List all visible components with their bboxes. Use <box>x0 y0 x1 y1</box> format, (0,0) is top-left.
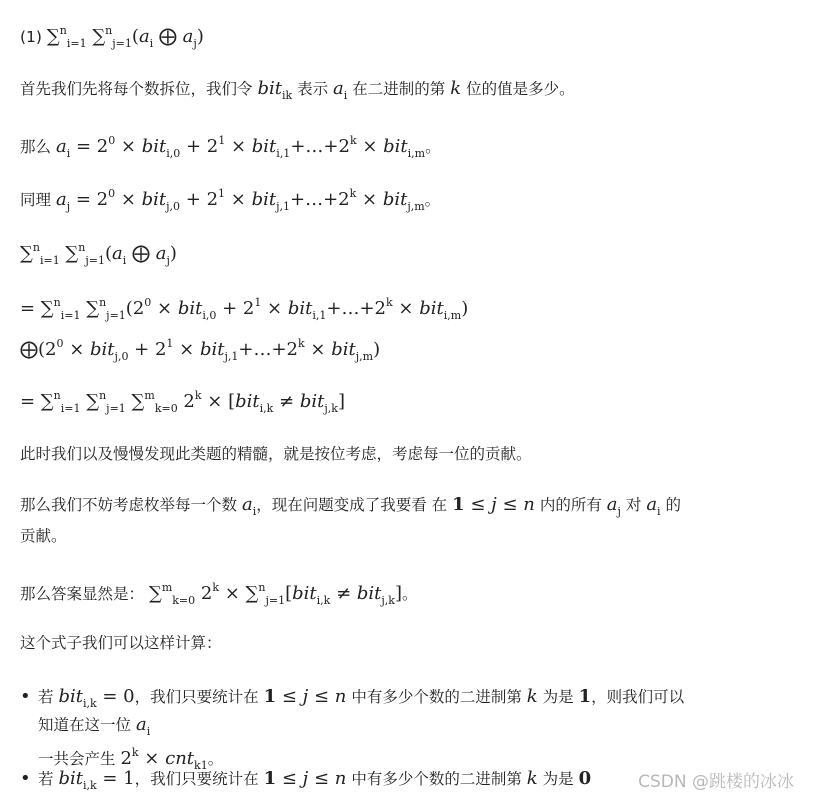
formula-expand-1: = ∑$^n_{i=1}$ $\sum^n_{j=1}(2^0 \times bit_{i,0} + 2^1$ × $bit_{i,1}+\dots+2^k \times bit_{i,m}$) <box>20 296 469 322</box>
formula-answer: ∑$^m_{k=0}$ $2^k \times \sum^n_{j=1}[bit_{i,k} \ne bit_{j,k}]$ <box>148 581 402 607</box>
formula-aj-expansion: $a_j = 2^0 \times bit_{j,0} + 2^1$ × $bit_{j,1}+\dots+2^k \times bit_{j,m}$ <box>55 187 425 213</box>
bullet-2-marker: • <box>20 768 31 789</box>
line-9: 此时我们以及慢慢发现此类题的精髓，就是按位考虑，考虑每一位的贡献。 <box>20 445 532 463</box>
line-3: 那么 $a_i = 2^0 \times bit_{i,0} + 2^1$ × $bit_{i,1}+\dots+2^k \times bit_{i,m}$。 <box>20 134 441 160</box>
line-6 <box>20 292 468 327</box>
bullet-1: 若 bit$_{i,k}$ = 0，我们只要统计在 1 ≤ j ≤ n 中有多少个数的二进制第 k 为是 1，则我们可以 <box>38 686 685 710</box>
line-2: 首先我们先将每个数拆位，我们令 bit$_{ik}$ 表示 $a_i$ 在二进制的第 k 位的值是多少。 <box>20 78 575 102</box>
bullet-1-cont: 知道在这一位 $a_i$ <box>38 714 151 738</box>
formula-expand-2: $⨁(2^0 \times bit_{j,0} + 2^1$ × $bit_{j,1}+\dots+2^k \times bit_{j,m}$) <box>20 337 381 363</box>
line-13: 这个式子我们可以这样计算： <box>20 634 222 652</box>
bullet-2: 若 bit$_{i,k}$ = 1，我们只要统计在 1 ≤ j ≤ n 中有多少个数的二进制第 k 为是 0 <box>38 768 592 792</box>
formula-ai-expansion: $a_i = 2^0 \times bit_{i,0} + 2^1$ × $bit_{i,1}+\dots+2^k \times bit_{i,m}$ <box>55 134 426 160</box>
formula-sum-xor-2: ∑$^n_{i=1}$ $\sum^n_{j=1}(a_i$ ⨁ $a_j$) <box>20 241 177 267</box>
line-1 <box>20 20 204 55</box>
bullet-1-cont-2: 一共会产生 $2^k \times cnt_{k1}$。 <box>38 746 224 772</box>
line-12: 那么答案显然是： ∑$^m_{k=0}$ $2^k \times \sum^n_{j=1}[bit_{i,k} \ne bit_{j,k}]$。 <box>20 581 418 607</box>
watermark: CSDN @跳楼的冰冰 <box>638 772 794 792</box>
formula-sum-xor: ∑$^n_{i=1}$ $\sum^n_{j=1}(a_i$ ⨁ $a_j$) <box>46 24 204 50</box>
formula-final: = ∑$^n_{i=1}$ ∑$^n_{j=1}$ ∑$^m_{k=0}$ $2^k \times [bit_{i,k} \ne bit_{j,k}]$ <box>20 389 345 415</box>
line-11: 贡献。 <box>20 527 67 545</box>
line-8 <box>20 385 345 420</box>
line-5 <box>20 237 177 272</box>
formula-bit-ik: bit$_{ik}$ <box>257 78 293 102</box>
label-1: (1) <box>20 28 42 46</box>
line-4: 同理 $a_j = 2^0 \times bit_{j,0} + 2^1$ × $bit_{j,1}+\dots+2^k \times bit_{j,m}$。 <box>20 187 441 213</box>
bullet-1-marker: • <box>20 686 31 707</box>
line-10: 那么我们不妨考虑枚举每一个数 $a_i$，现在问题变成了我要看 在 1 ≤ j ≤ n 内的所有 $a_j$ 对 $a_i$ 的 <box>20 494 682 518</box>
line-7 <box>20 333 380 368</box>
